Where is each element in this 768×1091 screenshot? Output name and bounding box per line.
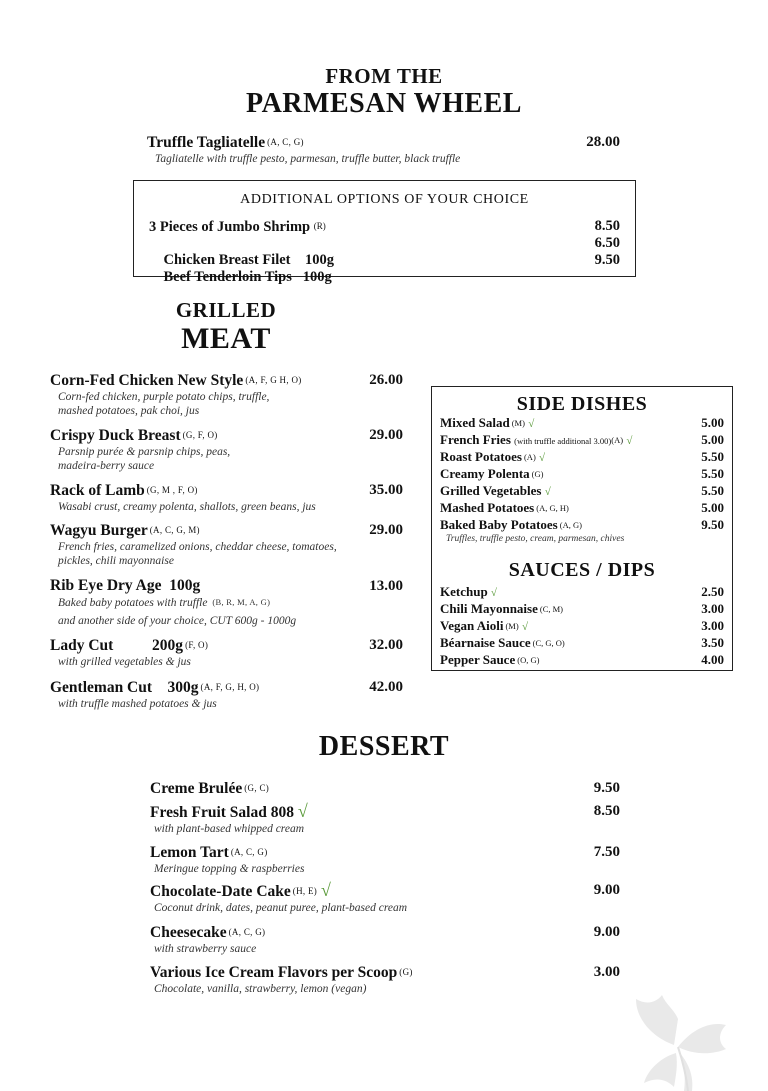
item-name: Crispy Duck Breast: [50, 427, 181, 444]
item-description: with grilled vegetables & jus: [58, 656, 191, 668]
item-allergens: (A, C, G): [228, 927, 266, 937]
item-name: Lemon Tart: [150, 844, 229, 861]
item-description-allergens: (B, R, M, A, G): [212, 597, 271, 607]
sauce-row: [440, 601, 724, 617]
side-dish-row: [440, 466, 724, 482]
item-price: 13.00: [369, 578, 403, 594]
menu-item-creme-brulee: [150, 779, 620, 798]
grilled-heading-small: GRILLED: [175, 298, 277, 322]
item-name: Wagyu Burger: [50, 522, 148, 539]
sauce-name: Pepper Sauce: [440, 652, 516, 667]
item-allergens: (A, F, G, H, O): [200, 682, 260, 692]
item-price: 9.00: [593, 924, 620, 940]
item-price: 9.50: [593, 780, 620, 796]
item-name: Rib Eye Dry Age 100g: [50, 577, 201, 594]
option-price: 9.50: [594, 252, 620, 268]
option-name: 3 Pieces of Jumbo Shrimp: [149, 219, 311, 235]
dessert-heading-text: DESSERT: [318, 731, 450, 762]
option-name: Beef Tenderloin Tips 100g: [163, 269, 332, 285]
menu-item-rack-of-lamb: [50, 481, 403, 514]
option-price: 6.50: [594, 235, 620, 251]
menu-item-crispy-duck-breast: [50, 426, 403, 473]
item-allergens: (A, C, G, M): [149, 525, 200, 535]
side-dish-name: Baked Baby Potatoes: [440, 517, 558, 532]
side-dish-price: 5.50: [701, 483, 724, 498]
item-description: French fries, caramelized onions, cheddar cheese, tomatoes,: [58, 541, 337, 553]
side-dish-row: [440, 483, 724, 500]
menu-item-gentleman-cut: [50, 678, 403, 711]
side-dish-description: Truffles, truffle pesto, cream, parmesan, chives: [446, 534, 625, 544]
item-description-line2: mashed potatoes, pak choi, jus: [58, 405, 200, 417]
sauce-row: [440, 584, 724, 601]
sauce-price: 4.00: [701, 652, 724, 667]
sauce-name: Vegan Aioli: [440, 618, 504, 633]
item-name: Cheesecake: [150, 924, 227, 941]
parmesan-heading: [234, 66, 534, 118]
item-description: Parsnip purée & parsnip chips, peas,: [58, 446, 231, 458]
sauce-name: Chili Mayonnaise: [440, 601, 538, 616]
check-mark-icon: √: [320, 880, 331, 900]
option-name: Chicken Breast Filet 100g: [163, 252, 334, 268]
item-name: Lady Cut 200g: [50, 637, 184, 654]
menu-item-wagyu-burger: [50, 521, 403, 568]
item-allergens: (G, F, O): [182, 430, 218, 440]
item-description-text: Baked baby potatoes with truffle: [58, 597, 208, 609]
grilled-heading-big: MEAT: [181, 322, 271, 355]
item-price: 7.50: [593, 844, 620, 860]
sauce-price: 2.50: [701, 584, 724, 599]
sauce-price: 3.00: [701, 618, 724, 633]
item-allergens: (F, O): [185, 640, 209, 650]
additional-options-title: ADDITIONAL OPTIONS OF YOUR CHOICE: [240, 192, 529, 207]
item-price: 9.00: [593, 882, 620, 898]
check-mark-icon: √: [544, 486, 551, 498]
side-dish-name: Creamy Polenta: [440, 466, 530, 481]
sauce-allergens: (M): [505, 621, 519, 631]
item-description: with strawberry sauce: [154, 943, 257, 955]
menu-item-chocolate-date-cake: [150, 881, 620, 915]
side-dish-name: Mashed Potatoes: [440, 500, 535, 515]
check-mark-icon: √: [528, 418, 535, 430]
item-price: 28.00: [586, 134, 620, 150]
item-description-line2: madeira-berry sauce: [58, 460, 155, 472]
item-name: Various Ice Cream Flavors per Scoop: [150, 964, 398, 981]
item-allergens: (G): [399, 967, 413, 977]
item-price: 29.00: [369, 427, 403, 443]
side-dish-allergens: (M): [511, 418, 525, 428]
item-price: 35.00: [369, 482, 403, 498]
item-description: with plant-based whipped cream: [154, 823, 305, 835]
item-description: Coconut drink, dates, peanut puree, plant-based cream: [154, 902, 408, 914]
side-dishes-box: [431, 386, 733, 671]
sauce-allergens: (C, G, O): [532, 638, 565, 648]
check-mark-icon: √: [490, 587, 497, 599]
item-allergens: (G, C): [244, 783, 270, 793]
side-dish-price: 9.50: [701, 517, 724, 532]
menu-item-cheesecake: [150, 923, 620, 956]
sauce-name: Ketchup: [440, 584, 488, 599]
parmesan-heading-big: PARMESAN WHEEL: [246, 88, 522, 119]
side-dish-price: 5.50: [701, 466, 724, 481]
item-name: Fresh Fruit Salad 808: [150, 804, 294, 821]
item-description: with truffle mashed potatoes & jus: [58, 698, 217, 710]
item-price: 3.00: [593, 964, 620, 980]
option-allergens: (R): [313, 221, 326, 231]
item-name: Gentleman Cut 300g: [50, 679, 199, 696]
sauce-row: [440, 618, 724, 635]
side-dish-allergens: (G): [531, 469, 544, 479]
item-description: Meringue topping & raspberries: [154, 863, 305, 875]
check-mark-icon: √: [539, 452, 546, 464]
sauce-price: 3.00: [701, 601, 724, 616]
side-dish-price: 5.00: [701, 500, 724, 515]
side-dish-row: [440, 500, 724, 516]
side-dish-allergens: (A, G, H): [536, 503, 569, 513]
side-dish-name: French Fries: [440, 432, 511, 447]
grilled-heading: [151, 300, 301, 354]
side-dish-row: [440, 415, 724, 432]
menu-item-fresh-fruit-salad: [150, 802, 620, 836]
item-description: Wasabi crust, creamy polenta, shallots, green beans, jus: [58, 501, 316, 513]
item-name: Rack of Lamb: [50, 482, 145, 499]
sauce-row: [440, 652, 724, 668]
sauce-name: Béarnaise Sauce: [440, 635, 531, 650]
item-description: Tagliatelle with truffle pesto, parmesan, truffle butter, black truffle: [155, 153, 461, 165]
item-allergens: (A, C, G): [230, 847, 268, 857]
item-price: 8.50: [593, 803, 620, 819]
sauce-price: 3.50: [701, 635, 724, 650]
side-dish-name: Mixed Salad: [440, 415, 510, 430]
side-dish-allergens: (A): [611, 435, 624, 445]
option-price: 8.50: [594, 218, 620, 234]
sauces-title: SAUCES / DIPS: [508, 559, 656, 581]
side-dish-name: Roast Potatoes: [440, 449, 522, 464]
item-allergens: (A, F, G H, O): [245, 375, 302, 385]
side-dish-row: [440, 449, 724, 466]
item-description: [58, 595, 403, 610]
side-dish-row: [440, 432, 724, 449]
item-description: Chocolate, vanilla, strawberry, lemon (vegan): [154, 983, 367, 995]
ginkgo-leaf-icon: [622, 975, 732, 1091]
menu-item-lady-cut: [50, 636, 403, 669]
dessert-heading: [234, 730, 534, 761]
check-mark-icon: √: [297, 801, 308, 821]
item-allergens: (G, M , F, O): [146, 485, 198, 495]
sauce-row: [440, 635, 724, 651]
menu-item-corn-fed-chicken: [50, 371, 403, 418]
menu-item-lemon-tart: [150, 843, 620, 876]
option-row: [149, 218, 620, 236]
item-allergens: (A, C, G): [267, 137, 304, 147]
side-dish-allergens: (A): [523, 452, 536, 462]
side-dish-price: 5.00: [701, 415, 724, 430]
item-name: Chocolate-Date Cake: [150, 883, 291, 900]
side-dish-price: 5.00: [701, 432, 724, 447]
menu-item-rib-eye-dry-age: [50, 577, 403, 628]
side-dish-name: Grilled Vegetables: [440, 483, 542, 498]
item-name: Corn-Fed Chicken New Style: [50, 372, 244, 389]
side-dish-price: 5.50: [701, 449, 724, 464]
check-mark-icon: √: [626, 435, 633, 447]
sauce-allergens: (O, G): [517, 655, 540, 665]
item-price: 42.00: [369, 679, 403, 695]
item-allergens: (H, E): [292, 886, 318, 896]
menu-item-ice-cream: [150, 963, 620, 996]
side-dish-allergens: (A, G): [559, 520, 582, 530]
item-price: 32.00: [369, 637, 403, 653]
item-description: Corn-fed chicken, purple potato chips, truffle,: [58, 391, 270, 403]
item-description-line2: and another side of your choice, CUT 600g - 1000g: [58, 615, 297, 627]
side-dishes-title: SIDE DISHES: [516, 393, 648, 415]
parmesan-heading-small: FROM THE: [325, 64, 443, 88]
side-dish-row: [440, 517, 724, 533]
item-price: 26.00: [369, 372, 403, 388]
item-description-line2: pickles, chili mayonnaise: [58, 555, 174, 567]
additional-options-box: [133, 180, 636, 285]
menu-item-truffle-tagliatelle: [147, 133, 620, 166]
side-dish-note: (with truffle additional 3.00): [514, 436, 612, 446]
item-name: Creme Brulée: [150, 780, 243, 797]
sauce-allergens: (C, M): [539, 604, 564, 614]
item-price: 29.00: [369, 522, 403, 538]
check-mark-icon: √: [521, 621, 528, 633]
item-name: Truffle Tagliatelle: [147, 134, 266, 151]
